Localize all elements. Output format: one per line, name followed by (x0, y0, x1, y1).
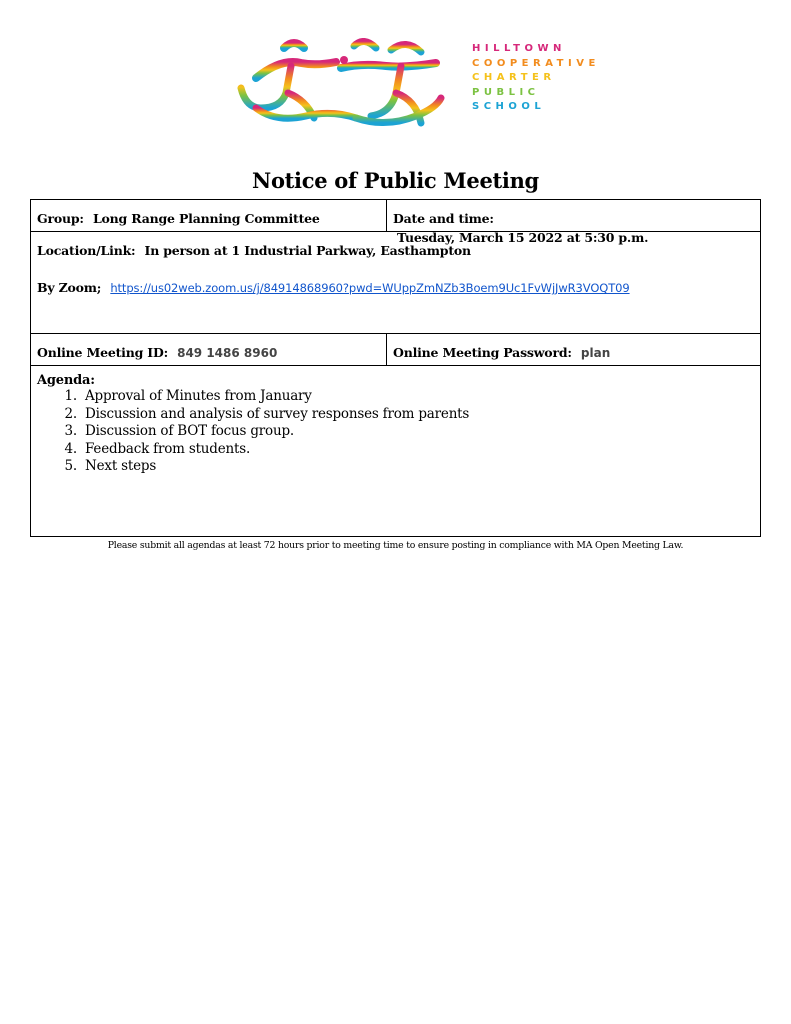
agenda-item-text: Approval of Minutes from January (85, 388, 312, 404)
location-row (31, 232, 760, 334)
agenda-item: 1. Approval of Minutes from January (64, 388, 312, 404)
agenda-list (37, 388, 754, 476)
zoom-link[interactable]: https://us02web.zoom.us/j/84914868960?pwd=WUppZmNZb3Boem9Uc1FvWjJwR3VOQT09 (110, 281, 630, 295)
meeting-id-value: 849 1486 8960 (177, 346, 278, 360)
datetime-value: Tuesday, March 15 2022 at 5:30 p.m. (397, 230, 649, 245)
agenda-item: 5. Next steps (64, 458, 157, 474)
logo-line-1: HILLTOWN (472, 43, 566, 54)
logo-wordmark (472, 42, 600, 115)
logo-line-5: SCHOOL (472, 101, 546, 112)
agenda-item-text: Discussion and analysis of survey responses from parents (85, 405, 470, 422)
agenda-item: 4. Feedback from students. (64, 440, 251, 457)
password-label: Online Meeting Password: (393, 345, 572, 360)
logo-line-3: CHARTER (472, 72, 556, 83)
meeting-credentials-row (31, 334, 760, 366)
agenda-item: 3. Discussion of BOT focus group. (64, 423, 295, 439)
datetime-cell (387, 200, 760, 245)
location-label: Location/Link: (37, 243, 136, 258)
zoom-label: By Zoom; (37, 280, 102, 295)
agenda-row (31, 366, 760, 536)
school-logo (236, 38, 600, 130)
logo-line-4: PUBLIC (472, 86, 540, 98)
page-title: Notice of Public Meeting (252, 168, 539, 193)
footer-note: Please submit all agendas at least 72 hours prior to meeting time to ensure posting in compliance with MA Open Meeting Law. (107, 540, 684, 551)
meeting-id-label: Online Meeting ID: (37, 345, 169, 360)
meeting-id-cell (31, 334, 387, 365)
agenda-item-text: Discussion of BOT focus group. (85, 423, 295, 439)
password-cell (387, 334, 760, 365)
agenda-item-text: Feedback from students. (85, 440, 251, 457)
datetime-label: Date and time: (393, 211, 494, 226)
agenda-item: 2. Discussion and analysis of survey responses from parents (64, 405, 470, 422)
agenda-label: Agenda: (37, 373, 95, 388)
group-value: Long Range Planning Committee (92, 211, 320, 226)
location-value: In person at 1 Industrial Parkway, Easthampton (144, 243, 471, 258)
group-label: Group: (37, 211, 84, 226)
agenda-item-text: Next steps (85, 458, 157, 474)
group-cell (31, 200, 387, 231)
password-value: plan (580, 346, 611, 360)
group-datetime-row (31, 200, 760, 245)
logo-line-2: COOPERATIVE (472, 57, 600, 69)
meeting-notice-table (30, 199, 761, 537)
